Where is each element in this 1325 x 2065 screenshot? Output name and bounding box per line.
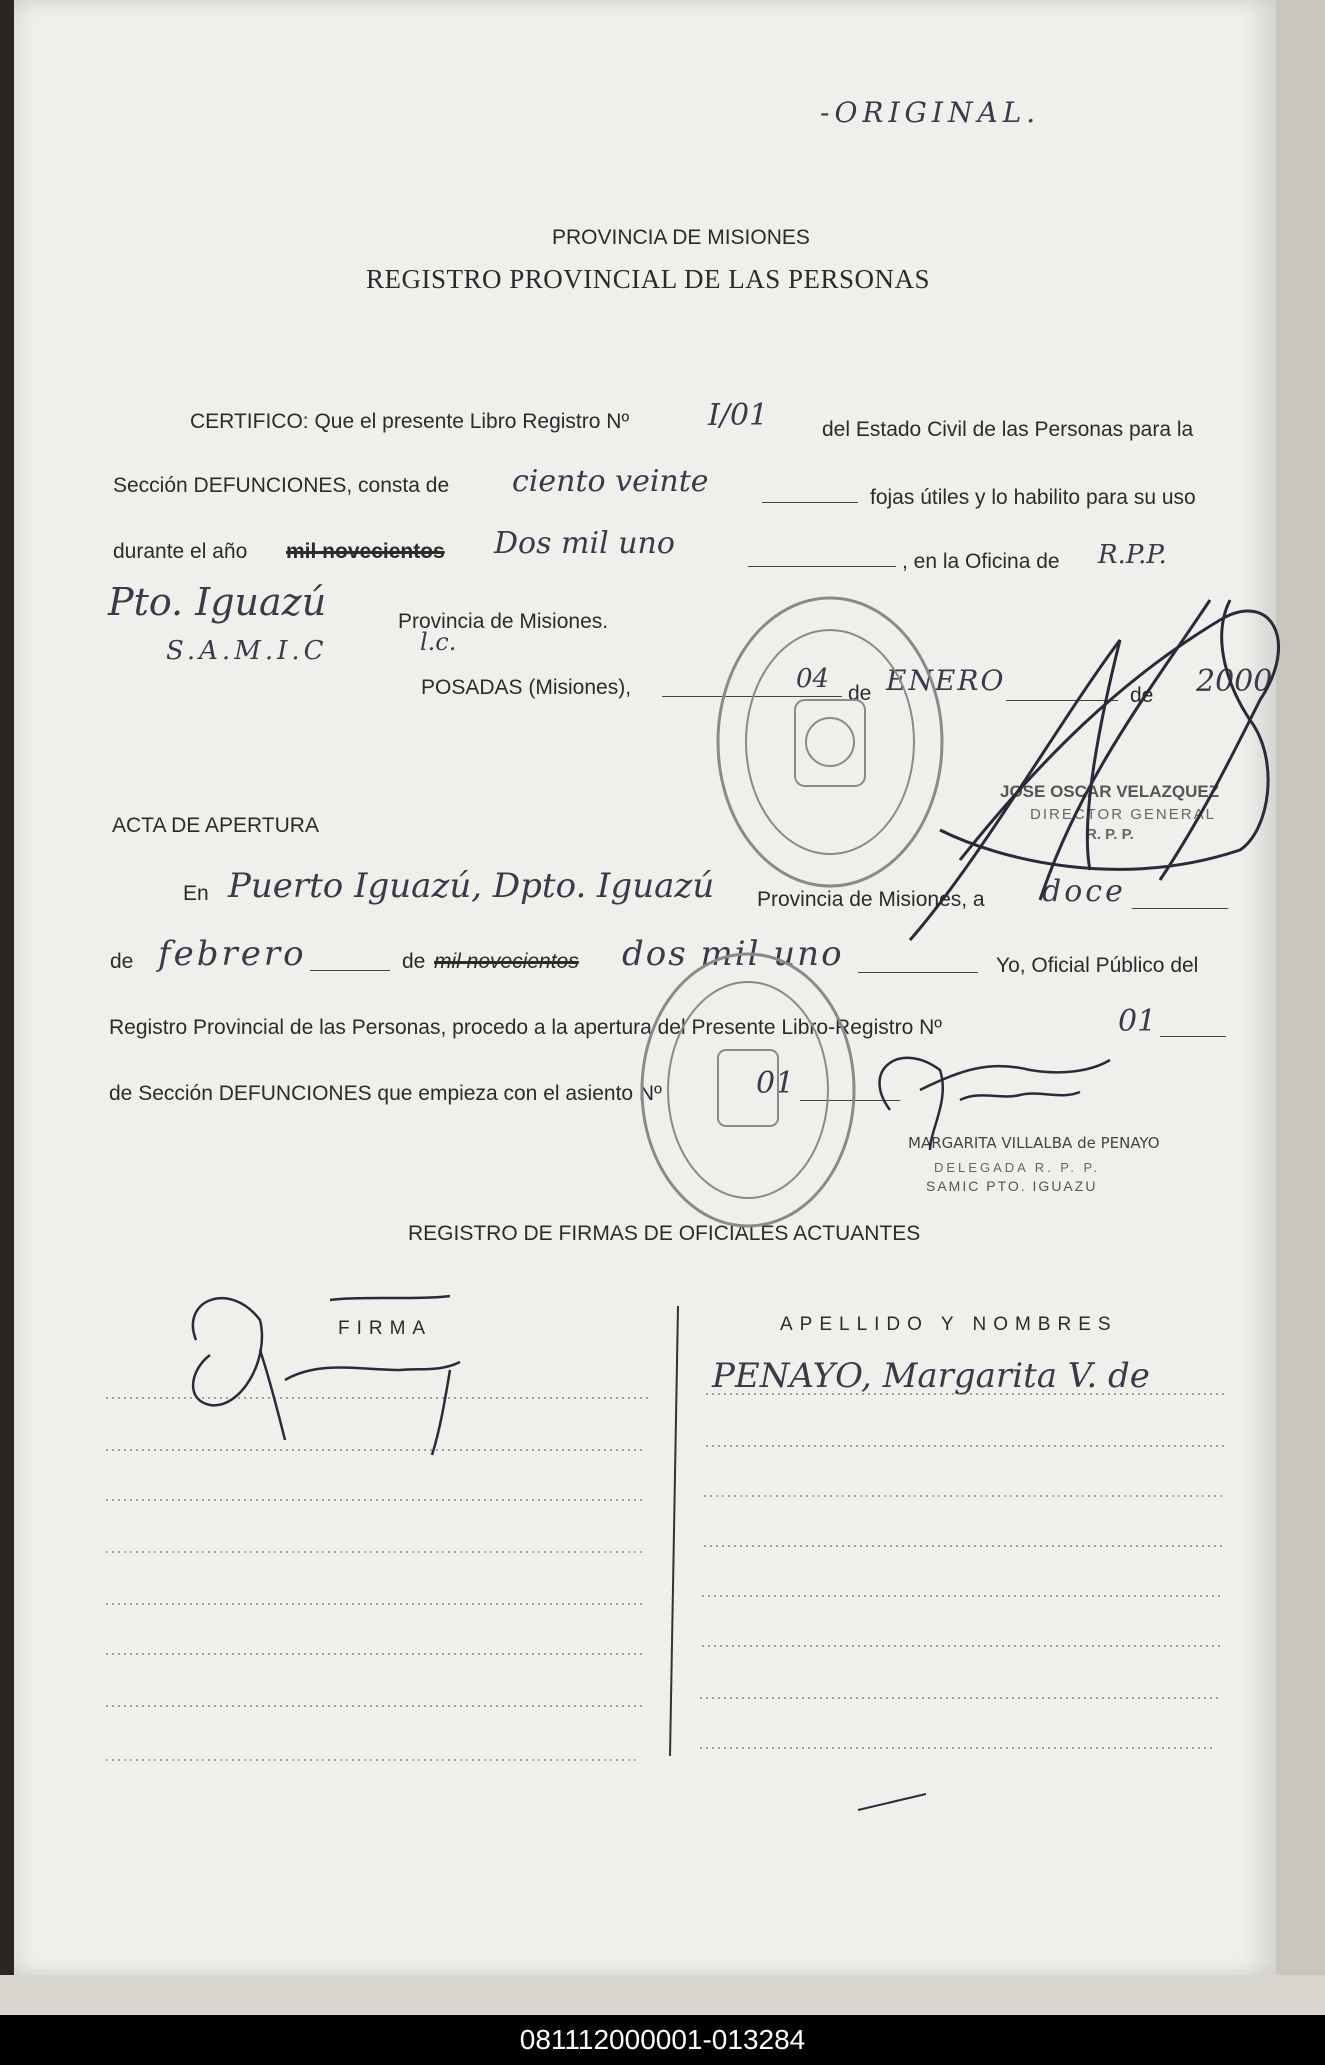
acta-de-1: de — [110, 950, 134, 973]
book-number: I/01 — [708, 398, 769, 433]
posadas-label: POSADAS (Misiones), — [421, 676, 632, 699]
acta-oficial: Yo, Oficial Público del — [996, 954, 1199, 977]
acta-line3: Registro Provincial de las Personas, procedo a la apertura del Presente Libro-Registro Nº — [109, 1016, 942, 1039]
page-bottom-band — [0, 1975, 1325, 2015]
acta-line4: de Sección DEFUNCIONES que empieza con el asiento Nº — [109, 1082, 662, 1105]
director-title: DIRECTOR GENERAL — [1030, 806, 1216, 823]
acta-year-handwritten: dos mil uno — [622, 934, 844, 974]
cert-line2-b: fojas útiles y lo habilito para su uso — [870, 486, 1196, 509]
acta-entry-underline — [800, 1100, 900, 1101]
date-de-1: de — [848, 682, 872, 705]
month-handwritten: ENERO — [886, 664, 1006, 697]
document-page — [14, 0, 1276, 1975]
initials-handwritten: l.c. — [420, 628, 457, 656]
year-underline — [748, 566, 896, 567]
original-mark: -ORIGINAL. — [820, 96, 1041, 129]
acta-entry-handwritten: 01 — [756, 1066, 795, 1101]
year-date-handwritten: 2000 — [1196, 664, 1273, 699]
acta-en: En — [183, 882, 209, 905]
firma-row1-name: PENAYO, Margarita V. de — [712, 1356, 1150, 1396]
cert-line1-a: CERTIFICO: Que el presente Libro Registro Nº — [190, 410, 630, 433]
acta-book-underline — [1160, 1036, 1226, 1037]
cert-line3-a: durante el año — [113, 540, 248, 563]
director-name: JOSE OSCAR VELAZQUEZ — [1000, 782, 1220, 801]
cert-line3-b: , en la Oficina de — [902, 550, 1060, 573]
day-handwritten: 04 — [796, 664, 830, 694]
folios-count: ciento veinte — [512, 464, 709, 499]
office-place-handwritten: Pto. Iguazú — [108, 580, 327, 624]
month-underline — [1006, 700, 1118, 701]
folios-underline — [762, 502, 858, 503]
day-underline — [662, 696, 842, 697]
acta-month-handwritten: febrero — [158, 934, 307, 974]
acta-day-underline — [1132, 908, 1228, 909]
delegate-place: SAMIC PTO. IGUAZU — [926, 1178, 1098, 1194]
acta-month-underline — [310, 970, 390, 971]
acta-day-handwritten: doce — [1042, 874, 1126, 909]
acta-title: ACTA DE APERTURA — [112, 814, 319, 837]
book-edge — [1276, 0, 1325, 1975]
firma-column-header: FIRMA — [338, 1318, 433, 1339]
acta-place-handwritten: Puerto Iguazú, Dpto. Iguazú — [228, 866, 715, 906]
office-handwritten: R.P.P. — [1098, 540, 1167, 570]
province-heading: PROVINCIA DE MISIONES — [552, 226, 810, 249]
cert-line4: Provincia de Misiones. — [398, 610, 609, 633]
caption-bar — [0, 2015, 1325, 2065]
year-handwritten: Dos mil uno — [494, 526, 675, 561]
firmas-title: REGISTRO DE FIRMAS DE OFICIALES ACTUANTES — [408, 1222, 921, 1245]
delegate-name: MARGARITA VILLALBA de PENAYO — [908, 1134, 1160, 1152]
cert-line1-b: del Estado Civil de las Personas para la — [822, 418, 1194, 441]
date-de-2: de — [1130, 684, 1154, 707]
caption-id: 081112000001-013284 — [519, 2024, 806, 2055]
director-org: R. P. P. — [1086, 826, 1134, 843]
acta-province: Provincia de Misiones, a — [757, 888, 985, 911]
registry-heading: REGISTRO PROVINCIAL DE LAS PERSONAS — [366, 264, 931, 294]
nombres-column-header: APELLIDO Y NOMBRES — [780, 1314, 1118, 1335]
cert-line2-a: Sección DEFUNCIONES, consta de — [113, 474, 450, 497]
samic-handwritten: S.A.M.I.C — [166, 636, 328, 666]
acta-book-handwritten: 01 — [1118, 1004, 1157, 1039]
acta-de-2: de — [402, 950, 426, 973]
acta-year-underline — [858, 972, 978, 973]
acta-year-struck: mil novecientos — [434, 950, 579, 973]
year-struck: mil novecientos — [286, 540, 445, 563]
delegate-title: DELEGADA R. P. P. — [934, 1160, 1101, 1175]
